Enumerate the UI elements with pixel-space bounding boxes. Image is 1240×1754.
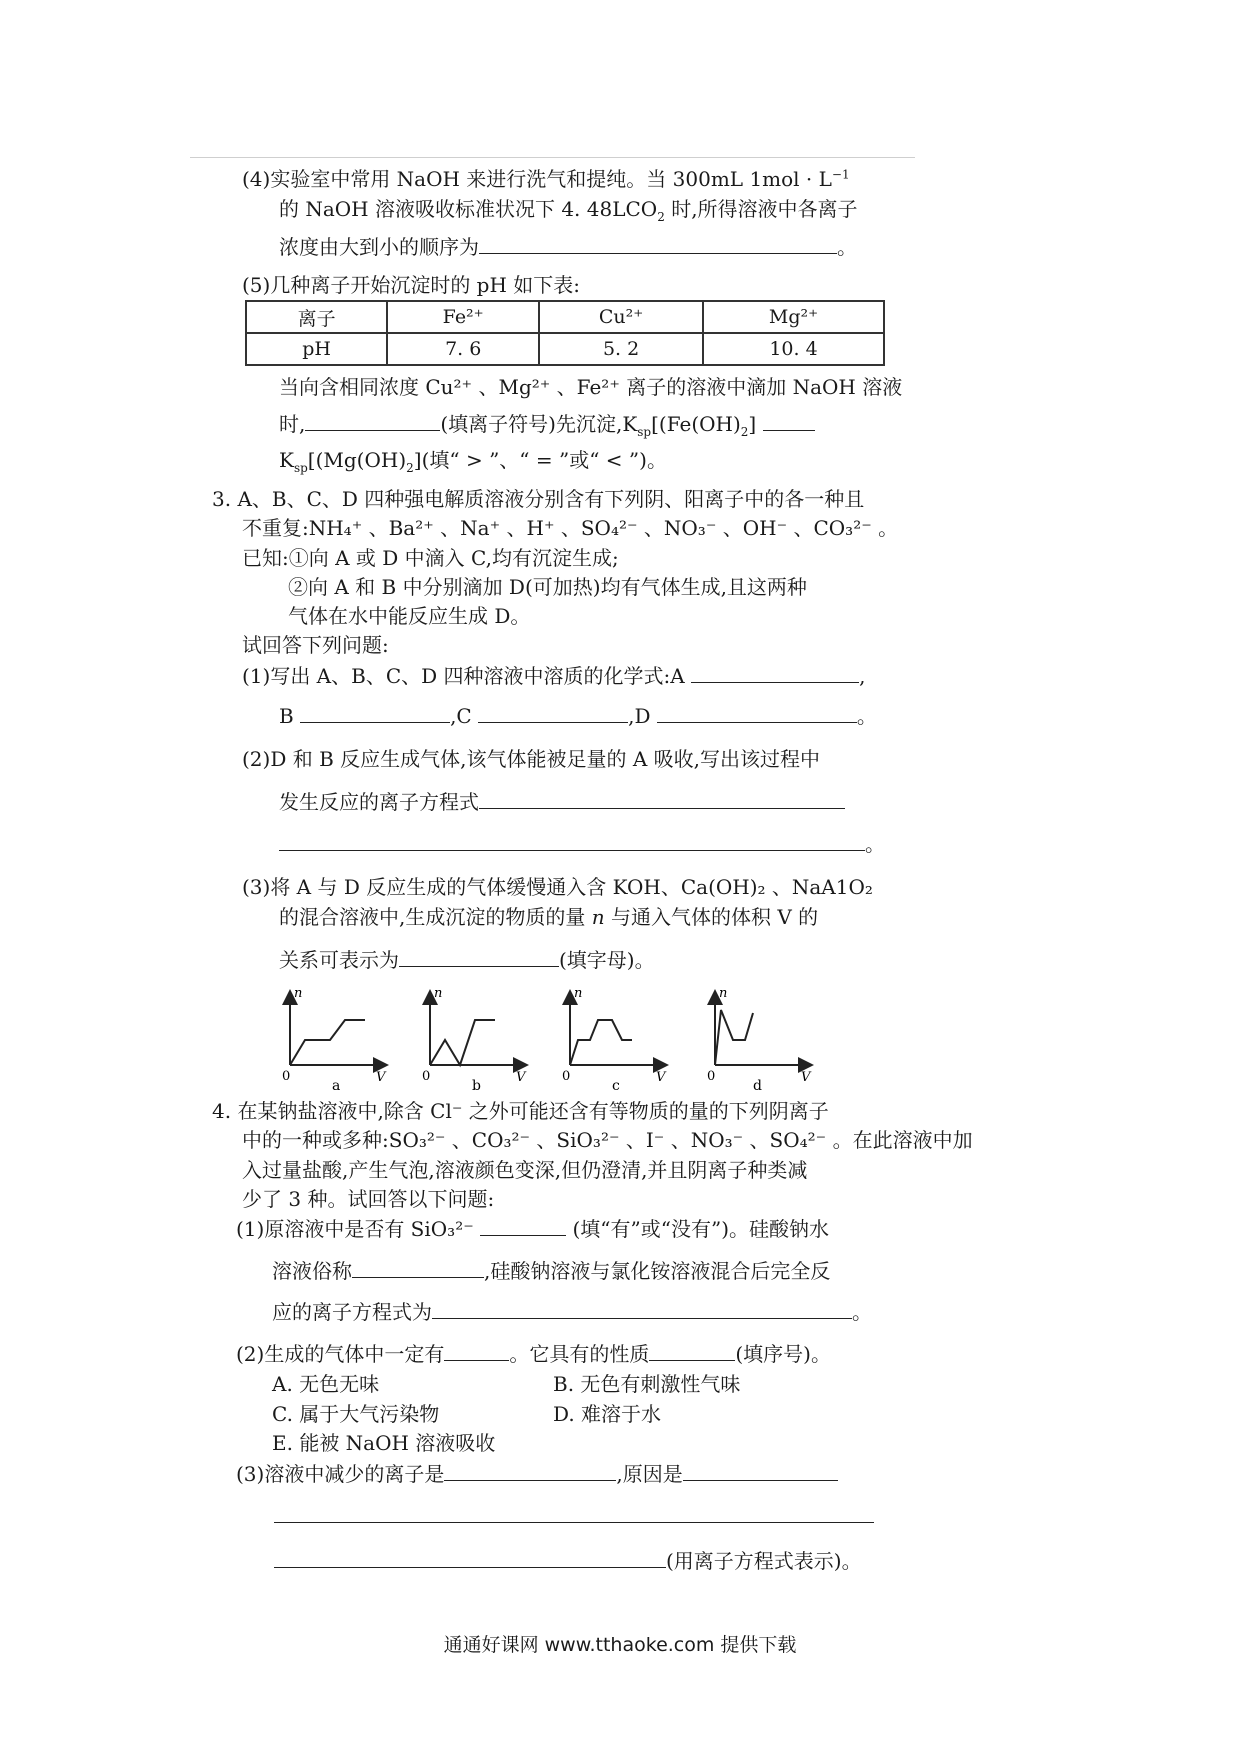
- q3-part2-line3: 。: [279, 830, 885, 857]
- option-b: B. 无色有刺激性气味: [553, 1372, 741, 1396]
- origin-label: 0: [282, 1069, 291, 1084]
- answer-blank-reduced-ions[interactable]: [444, 1460, 616, 1481]
- q2-part5-intro: (5)几种离子开始沉淀时的 pH 如下表:: [242, 273, 581, 297]
- answer-blank-a[interactable]: [691, 662, 859, 683]
- graph-label-c: c: [612, 1078, 620, 1094]
- q3-part2-line2: 发生反应的离子方程式: [279, 788, 845, 815]
- graph-c: [562, 986, 667, 1094]
- axis-label-v: V: [656, 1070, 666, 1085]
- table-cell: pH: [246, 333, 387, 365]
- q4-part2-line1: (2)生成的气体中一定有 。它具有的性质 (填序号)。: [236, 1342, 831, 1366]
- answer-blank-gas[interactable]: [444, 1340, 509, 1361]
- table-cell: 7. 6: [387, 333, 539, 365]
- axis-label-v: V: [376, 1070, 386, 1085]
- answer-blank-reaction-equation[interactable]: [432, 1298, 852, 1319]
- option-e: E. 能被 NaOH 溶液吸收: [272, 1431, 496, 1455]
- table-cell: Fe²⁺: [387, 301, 539, 333]
- answer-blank-properties[interactable]: [649, 1340, 735, 1361]
- graph-label-d: d: [753, 1078, 762, 1094]
- page-top-rule: [190, 157, 915, 158]
- q3-stem-line2: 不重复:NH₄⁺ 、Ba²⁺ 、Na⁺ 、H⁺ 、SO₄²⁻ 、NO₃⁻ 、OH⁻ 、CO₃²⁻ 。: [242, 516, 899, 540]
- q2-part4-line2: 的 NaOH 溶液吸收标准状况下 4. $48LCO_2$ 时,所得溶液中各离子: [279, 197, 858, 224]
- axis-label-n: n: [719, 986, 728, 1001]
- q4-stem-line3: 入过量盐酸,产生气泡,溶液颜色变深,但仍澄清,并且阴离子种类减: [242, 1158, 808, 1182]
- q4-stem-line1: 4. 在某钠盐溶液中,除含 Cl⁻ 之外可能还含有等物质的量的下列阴离子: [212, 1099, 829, 1123]
- axis-label-n: n: [294, 986, 303, 1001]
- table-row: [246, 301, 884, 333]
- answer-blank-reason[interactable]: [683, 1460, 838, 1481]
- graph-label-a: a: [332, 1078, 341, 1094]
- answer-blank-b[interactable]: [300, 702, 450, 723]
- q4-part1-line1: (1)原溶液中是否有 SiO₃²⁻ (填“有”或“没有”)。硅酸钠水: [236, 1217, 830, 1241]
- answer-blank-common-name[interactable]: [352, 1257, 484, 1278]
- page-footer: 通通好课网 www.tthaoke.com 提供下载: [443, 1634, 797, 1656]
- answer-blank-has-silicate[interactable]: [480, 1215, 566, 1236]
- table-cell: 离子: [246, 301, 387, 333]
- q3-part1-line1: (1)写出 A、B、C、D 四种溶液中溶质的化学式:A ,: [242, 664, 866, 688]
- graph-options: [270, 985, 850, 1095]
- table-cell: 10. 4: [703, 333, 884, 365]
- origin-label: 0: [707, 1069, 716, 1084]
- q4-part3-line1: (3)溶液中减少的离子是 ,原因是: [236, 1460, 838, 1487]
- axis-label-v: V: [801, 1070, 811, 1085]
- answer-blank-reason-equation[interactable]: [274, 1547, 666, 1568]
- option-a: A. 无色无味: [272, 1372, 380, 1396]
- q2-part4-line3: 浓度由大到小的顺序为 。: [279, 235, 857, 259]
- q4-part3-line3: (用离子方程式表示)。: [274, 1547, 862, 1574]
- table-cell: Cu²⁺: [539, 301, 703, 333]
- answer-blank-first-precipitate[interactable]: [305, 410, 440, 431]
- q4-stem-line4: 少了 3 种。试回答以下问题:: [242, 1187, 495, 1211]
- answer-blank-reason-cont[interactable]: [274, 1502, 874, 1523]
- q2-part5-line1: 当向含相同浓度 Cu²⁺ 、Mg²⁺ 、Fe²⁺ 离子的溶液中滴加 NaOH 溶液: [279, 375, 903, 399]
- q3-part2-line1: (2)D 和 B 反应生成气体,该气体能被足量的 A 吸收,写出该过程中: [242, 747, 821, 771]
- q4-stem-line2: 中的一种或多种:SO₃²⁻ 、CO₃²⁻ 、SiO₃²⁻ 、I⁻ 、NO₃⁻ 、SO₄²⁻ 。在此溶液中加: [242, 1128, 973, 1152]
- table-cell: Mg²⁺: [703, 301, 884, 333]
- option-c: C. 属于大气污染物: [272, 1402, 440, 1426]
- q3-stem-line1: 3. A、B、C、D 四种强电解质溶液分别含有下列阴、阳离子中的各一种且: [212, 487, 865, 511]
- ph-table: [245, 300, 885, 366]
- graph-b: [422, 986, 527, 1094]
- q3-part3-line3: 关系可表示为 (填字母)。: [279, 948, 655, 972]
- axis-label-v: V: [516, 1070, 526, 1085]
- axis-label-n: n: [574, 986, 583, 1001]
- graph-d: [707, 986, 812, 1094]
- q3-part1-line2: B ,C ,D 。: [279, 704, 877, 728]
- q2-part5-line2: 时, (填离子符号)先沉淀$,K_{sp}[(Fe(OH)_2]$: [279, 410, 815, 437]
- answer-blank-ionic-equation-cont[interactable]: [279, 830, 865, 851]
- answer-blank-ion-order[interactable]: [479, 233, 837, 254]
- graph-label-b: b: [472, 1078, 481, 1094]
- table-cell: 5. 2: [539, 333, 703, 365]
- table-row: [246, 333, 884, 365]
- q4-part3-line2: [274, 1502, 874, 1529]
- q4-part1-line3: 应的离子方程式为 。: [272, 1300, 872, 1324]
- axis-label-n: n: [434, 986, 443, 1001]
- q3-stem-line5: 气体在水中能反应生成 D。: [288, 604, 531, 628]
- answer-blank-c[interactable]: [478, 702, 628, 723]
- q2-part5-line3: $K_{sp}[(Mg(OH)_2]$(填“ > ”、“ = ”或“ < ”)。: [279, 448, 667, 475]
- graph-a: [282, 986, 387, 1094]
- origin-label: 0: [422, 1069, 431, 1084]
- q3-stem-line4: ②向 A 和 B 中分别滴加 D(可加热)均有气体生成,且这两种: [288, 575, 807, 599]
- answer-blank-graph-letter[interactable]: [399, 946, 559, 967]
- q2-part4-line1: (4)实验室中常用 NaOH 来进行洗气和提纯。当 300mL $1mol \cdot L^{-1}$: [242, 167, 850, 191]
- q3-part3-line2: 的混合溶液中,生成沉淀的物质的量 n 与通入气体的体积 V 的: [279, 905, 819, 929]
- answer-blank-ksp-compare[interactable]: [763, 410, 815, 431]
- q3-part3-line1: (3)将 A 与 D 反应生成的气体缓慢通入含 KOH、Ca(OH)₂ 、NaA1O₂: [242, 875, 873, 899]
- q3-stem-line6: 试回答下列问题:: [242, 633, 389, 657]
- origin-label: 0: [562, 1069, 571, 1084]
- q4-part1-line2: 溶液俗称 ,硅酸钠溶液与氯化铵溶液混合后完全反: [272, 1259, 831, 1283]
- answer-blank-d[interactable]: [657, 702, 857, 723]
- option-d: D. 难溶于水: [553, 1402, 662, 1426]
- q3-stem-line3: 已知:①向 A 或 D 中滴入 C,均有沉淀生成;: [242, 546, 619, 570]
- answer-blank-ionic-equation[interactable]: [479, 788, 845, 809]
